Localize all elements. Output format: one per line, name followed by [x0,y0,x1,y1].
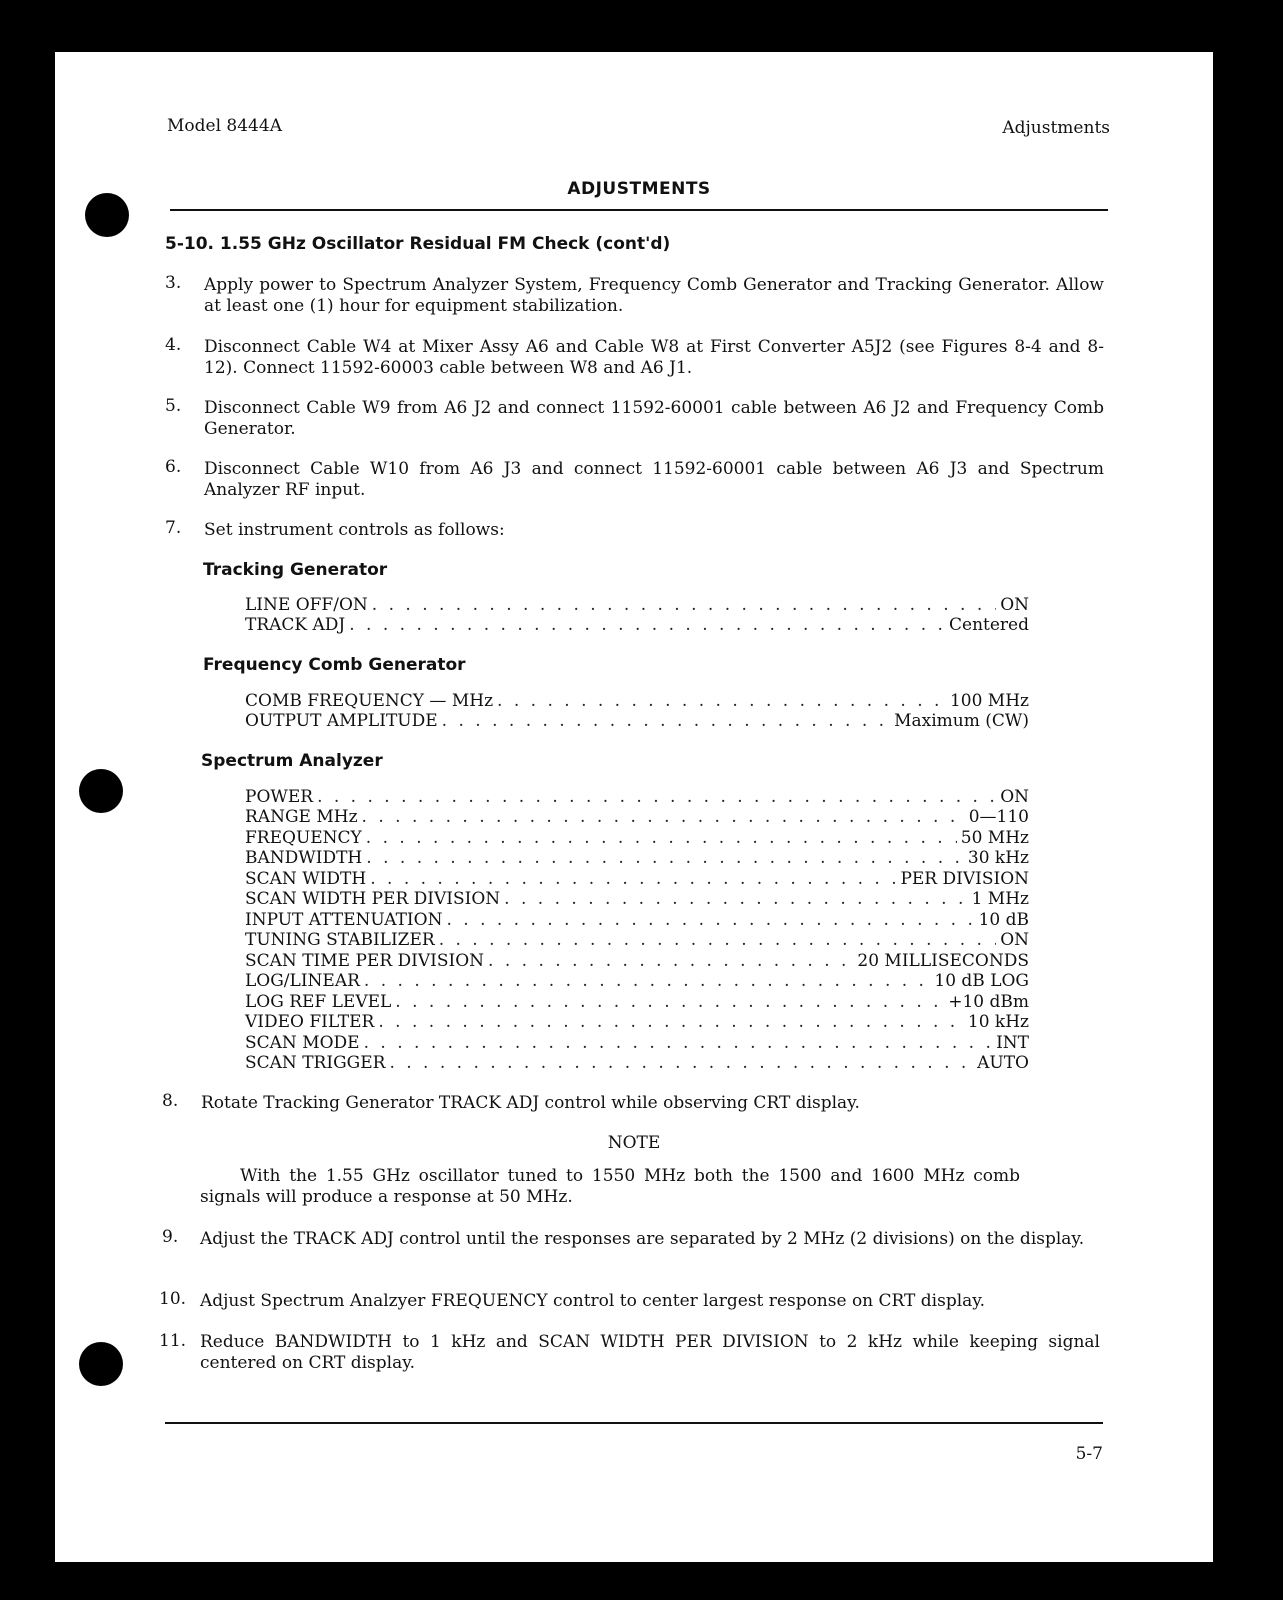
step-9-number: 9. [162,1227,179,1247]
binder-hole-top [85,193,129,237]
setting-row: INPUT ATTENUATION . . . 10 dB [245,909,1029,930]
setting-row: COMB FREQUENCY — MHz . . . 100 MHz [245,690,1029,711]
step-7-number: 7. [165,518,182,538]
step-10-text: Adjust Spectrum Analzyer FREQUENCY control to center largest response on CRT display. [200,1291,986,1311]
header-rule [170,209,1108,211]
setting-row: SCAN MODE . . . INT [245,1032,1029,1053]
setting-row: BANDWIDTH . . . 30 kHz [245,848,1029,869]
settings-spectrum-analyzer [245,786,1029,1073]
setting-row: LINE OFF/ON . . . ON [245,594,1029,615]
settings-tracking-generator [245,594,1029,635]
setting-row: LOG REF LEVEL . . . +10 dBm [245,991,1029,1012]
setting-row: TRACK ADJ . . . Centered [245,615,1029,636]
setting-row: FREQUENCY . . . 50 MHz [245,827,1029,848]
document-page [55,52,1213,1562]
footer-rule [165,1422,1103,1424]
step-4-text: Disconnect Cable W4 at Mixer Assy A6 and Cable W8 at First Converter A5J2 (see Figures 8-4 and 8-12). Connect 11592-60003 cable between W8 and A6 J1. [204,337,1104,378]
step-9-text: Adjust the TRACK ADJ control until the responses are separated by 2 MHz (2 divisions) on the display. [200,1229,1085,1249]
setting-row: LOG/LINEAR . . . 10 dB LOG [245,971,1029,992]
step-6-number: 6. [165,457,182,477]
binder-hole-middle [79,769,123,813]
setting-row: SCAN TIME PER DIVISION . . . 20 MILLISECONDS [245,950,1029,971]
group-title-spectrum-analyzer: Spectrum Analyzer [201,751,383,771]
page-number: 5-7 [1075,1444,1103,1464]
setting-row: SCAN WIDTH . . . PER DIVISION [245,868,1029,889]
setting-row: POWER . . . ON [245,786,1029,807]
setting-row: SCAN WIDTH PER DIVISION . . . 1 MHz [245,889,1029,910]
section-heading: 5-10. 1.55 GHz Oscillator Residual FM Check (cont'd) [165,234,671,254]
step-3-text: Apply power to Spectrum Analyzer System, Frequency Comb Generator and Tracking Generator. Allow at least one (1) hour for equipment stabilization. [204,275,1104,316]
setting-row: TUNING STABILIZER . . . ON [245,930,1029,951]
step-8-number: 8. [162,1091,179,1111]
group-title-tracking-generator: Tracking Generator [203,560,388,580]
step-7-text: Set instrument controls as follows: [204,520,505,540]
note-text: With the 1.55 GHz oscillator tuned to 1550 MHz both the 1500 and 1600 MHz comb signals will produce a response at 50 MHz. [200,1166,1020,1207]
step-11-number: 11. [159,1331,187,1351]
setting-row: OUTPUT AMPLITUDE . . . Maximum (CW) [245,711,1029,732]
step-5-text: Disconnect Cable W9 from A6 J2 and connect 11592-60001 cable between A6 J2 and Frequency Comb Generator. [204,398,1104,439]
step-5-number: 5. [165,396,182,416]
step-3-number: 3. [165,273,182,293]
binder-hole-bottom [79,1342,123,1386]
setting-row: RANGE MHz . . . 0—110 [245,807,1029,828]
page-title: ADJUSTMENTS [567,179,711,199]
group-title-frequency-comb-generator: Frequency Comb Generator [203,655,466,675]
step-8-text: Rotate Tracking Generator TRACK ADJ control while observing CRT display. [201,1093,860,1113]
step-4-number: 4. [165,335,182,355]
setting-row: SCAN TRIGGER . . . AUTO [245,1053,1029,1074]
model-label: Model 8444A [167,116,282,136]
setting-row: VIDEO FILTER . . . 10 kHz [245,1012,1029,1033]
step-10-number: 10. [159,1289,187,1309]
step-6-text: Disconnect Cable W10 from A6 J3 and connect 11592-60001 cable between A6 J3 and Spectrum Analyzer RF input. [204,459,1104,500]
note-title: NOTE [607,1133,661,1153]
section-label: Adjustments [1002,118,1110,138]
settings-frequency-comb-generator [245,690,1029,731]
step-11-text: Reduce BANDWIDTH to 1 kHz and SCAN WIDTH PER DIVISION to 2 kHz while keeping signal centered on CRT display. [200,1332,1100,1373]
